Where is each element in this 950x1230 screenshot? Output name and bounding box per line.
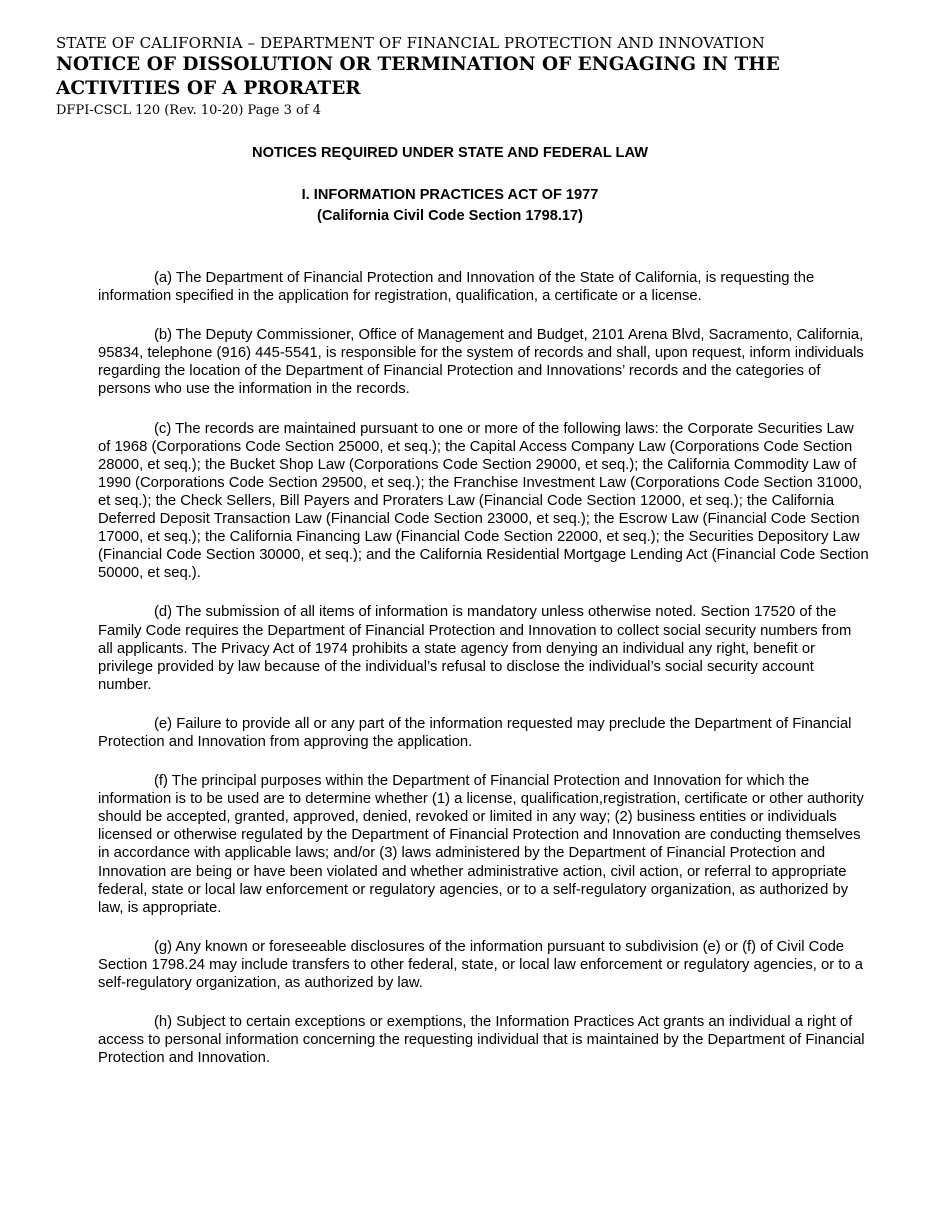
document-title-line-2: ACTIVITIES OF A PRORATER [56,78,361,99]
document-title-line-1: NOTICE OF DISSOLUTION OR TERMINATION OF ENGAGING IN THE [56,54,780,75]
paragraph-f: (f) The principal purposes within the Department of Financial Protection and Innovation for which the information is to be used are to determine whether (1) a license, qualification,registration, certificate or other authority should be accepted, granted, approved, denied, revoked or limited in any way; (2) business entities or individuals licensed or otherwise regulated by the Department of Financial Protection and Innovation are conducting themselves in accordance with applicable laws; and/or (3) laws administered by the Department of Financial Protection and Innovation are being or have been violated and whether administrative action, civil action, or referral to appropriate federal, state or local law enforcement or regulatory agencies, or to a self-regulatory organization, as authorized by law, is appropriate. [98,773,864,916]
document-header [56,33,780,119]
paragraph-a: (a) The Department of Financial Protection and Innovation of the State of California, is requesting the information specified in the application for registration, qualification, a certificate or a license. [98,270,815,305]
paragraph-e: (e) Failure to provide all or any part of the information requested may preclude the Department of Financial Protection and Innovation from approving the application. [98,715,852,750]
paragraph-b: (b) The Deputy Commissioner, Office of Management and Budget, 2101 Arena Blvd, Sacramento, California, 95834, telephone (916) 445-5541, is responsible for the system of records and shall, upon request, inform individuals regarding the location of the Department of Financial Protection and Innovations’ records and the categories of persons who use the information in the records. [98,327,864,398]
agency-name: STATE OF CALIFORNIA – DEPARTMENT OF FINANCIAL PROTECTION AND INNOVATION [56,34,765,52]
paragraph-g: (g) Any known or foreseeable disclosures of the information pursuant to subdivision (e) or (f) of Civil Code Section 1798.24 may include transfers to other federal, state, or local law enforcement or regulatory agencies, or to a self-regulatory organization, as authorized by law. [98,938,863,991]
notice-body [98,269,870,1088]
section-subtitle: (California Civil Code Section 1798.17) [316,208,583,224]
paragraph-c: (c) The records are maintained pursuant to one or more of the following laws: the Corporate Securities Law of 1968 (Corporations Code Section 25000, et seq.); the Capital Access Company Law (Corporations Code Section 28000, et seq.); the Bucket Shop Law (Corporations Code Section 29000, et seq.); the California Commodity Law of 1990 (Corporations Code Section 29500, et seq.); the Franchise Investment Law (Corporations Code Section 31000, et seq.); the Check Sellers, Bill Payers and Proraters Law (Financial Code Section 12000, et seq.); the California Deferred Deposit Transaction Law (Financial Code Section 23000, et seq.); the Escrow Law (Financial Code Section 17000, et seq.); the California Financing Law (Financial Code Section 22000, et seq.); the Securities Depository Law (Financial Code Section 30000, et seq.); and the California Residential Mortgage Lending Act (Financial Code Section 50000, et seq.). [98,420,869,582]
paragraph-h: (h) Subject to certain exceptions or exemptions, the Information Practices Act grants an individual a right of access to personal information concerning the requesting individual that is maintained by the Department of Financial Protection and Innovation. [98,1014,865,1067]
notices-heading: NOTICES REQUIRED UNDER STATE AND FEDERAL LAW [252,145,648,161]
section-title: I. INFORMATION PRACTICES ACT OF 1977 [301,187,599,203]
paragraph-d: (d) The submission of all items of information is mandatory unless otherwise noted. Section 17520 of the Family Code requires the Department of Financial Protection and Innovation to collect social security numbers from all applicants. The Privacy Act of 1974 prohibits a state agency from denying an individual any right, benefit or privilege provided by law because of the individual’s refusal to disclose the individual’s social security account number. [98,604,852,693]
form-id-page-number: DFPI-CSCL 120 (Rev. 10-20) Page 3 of 4 [56,103,322,118]
